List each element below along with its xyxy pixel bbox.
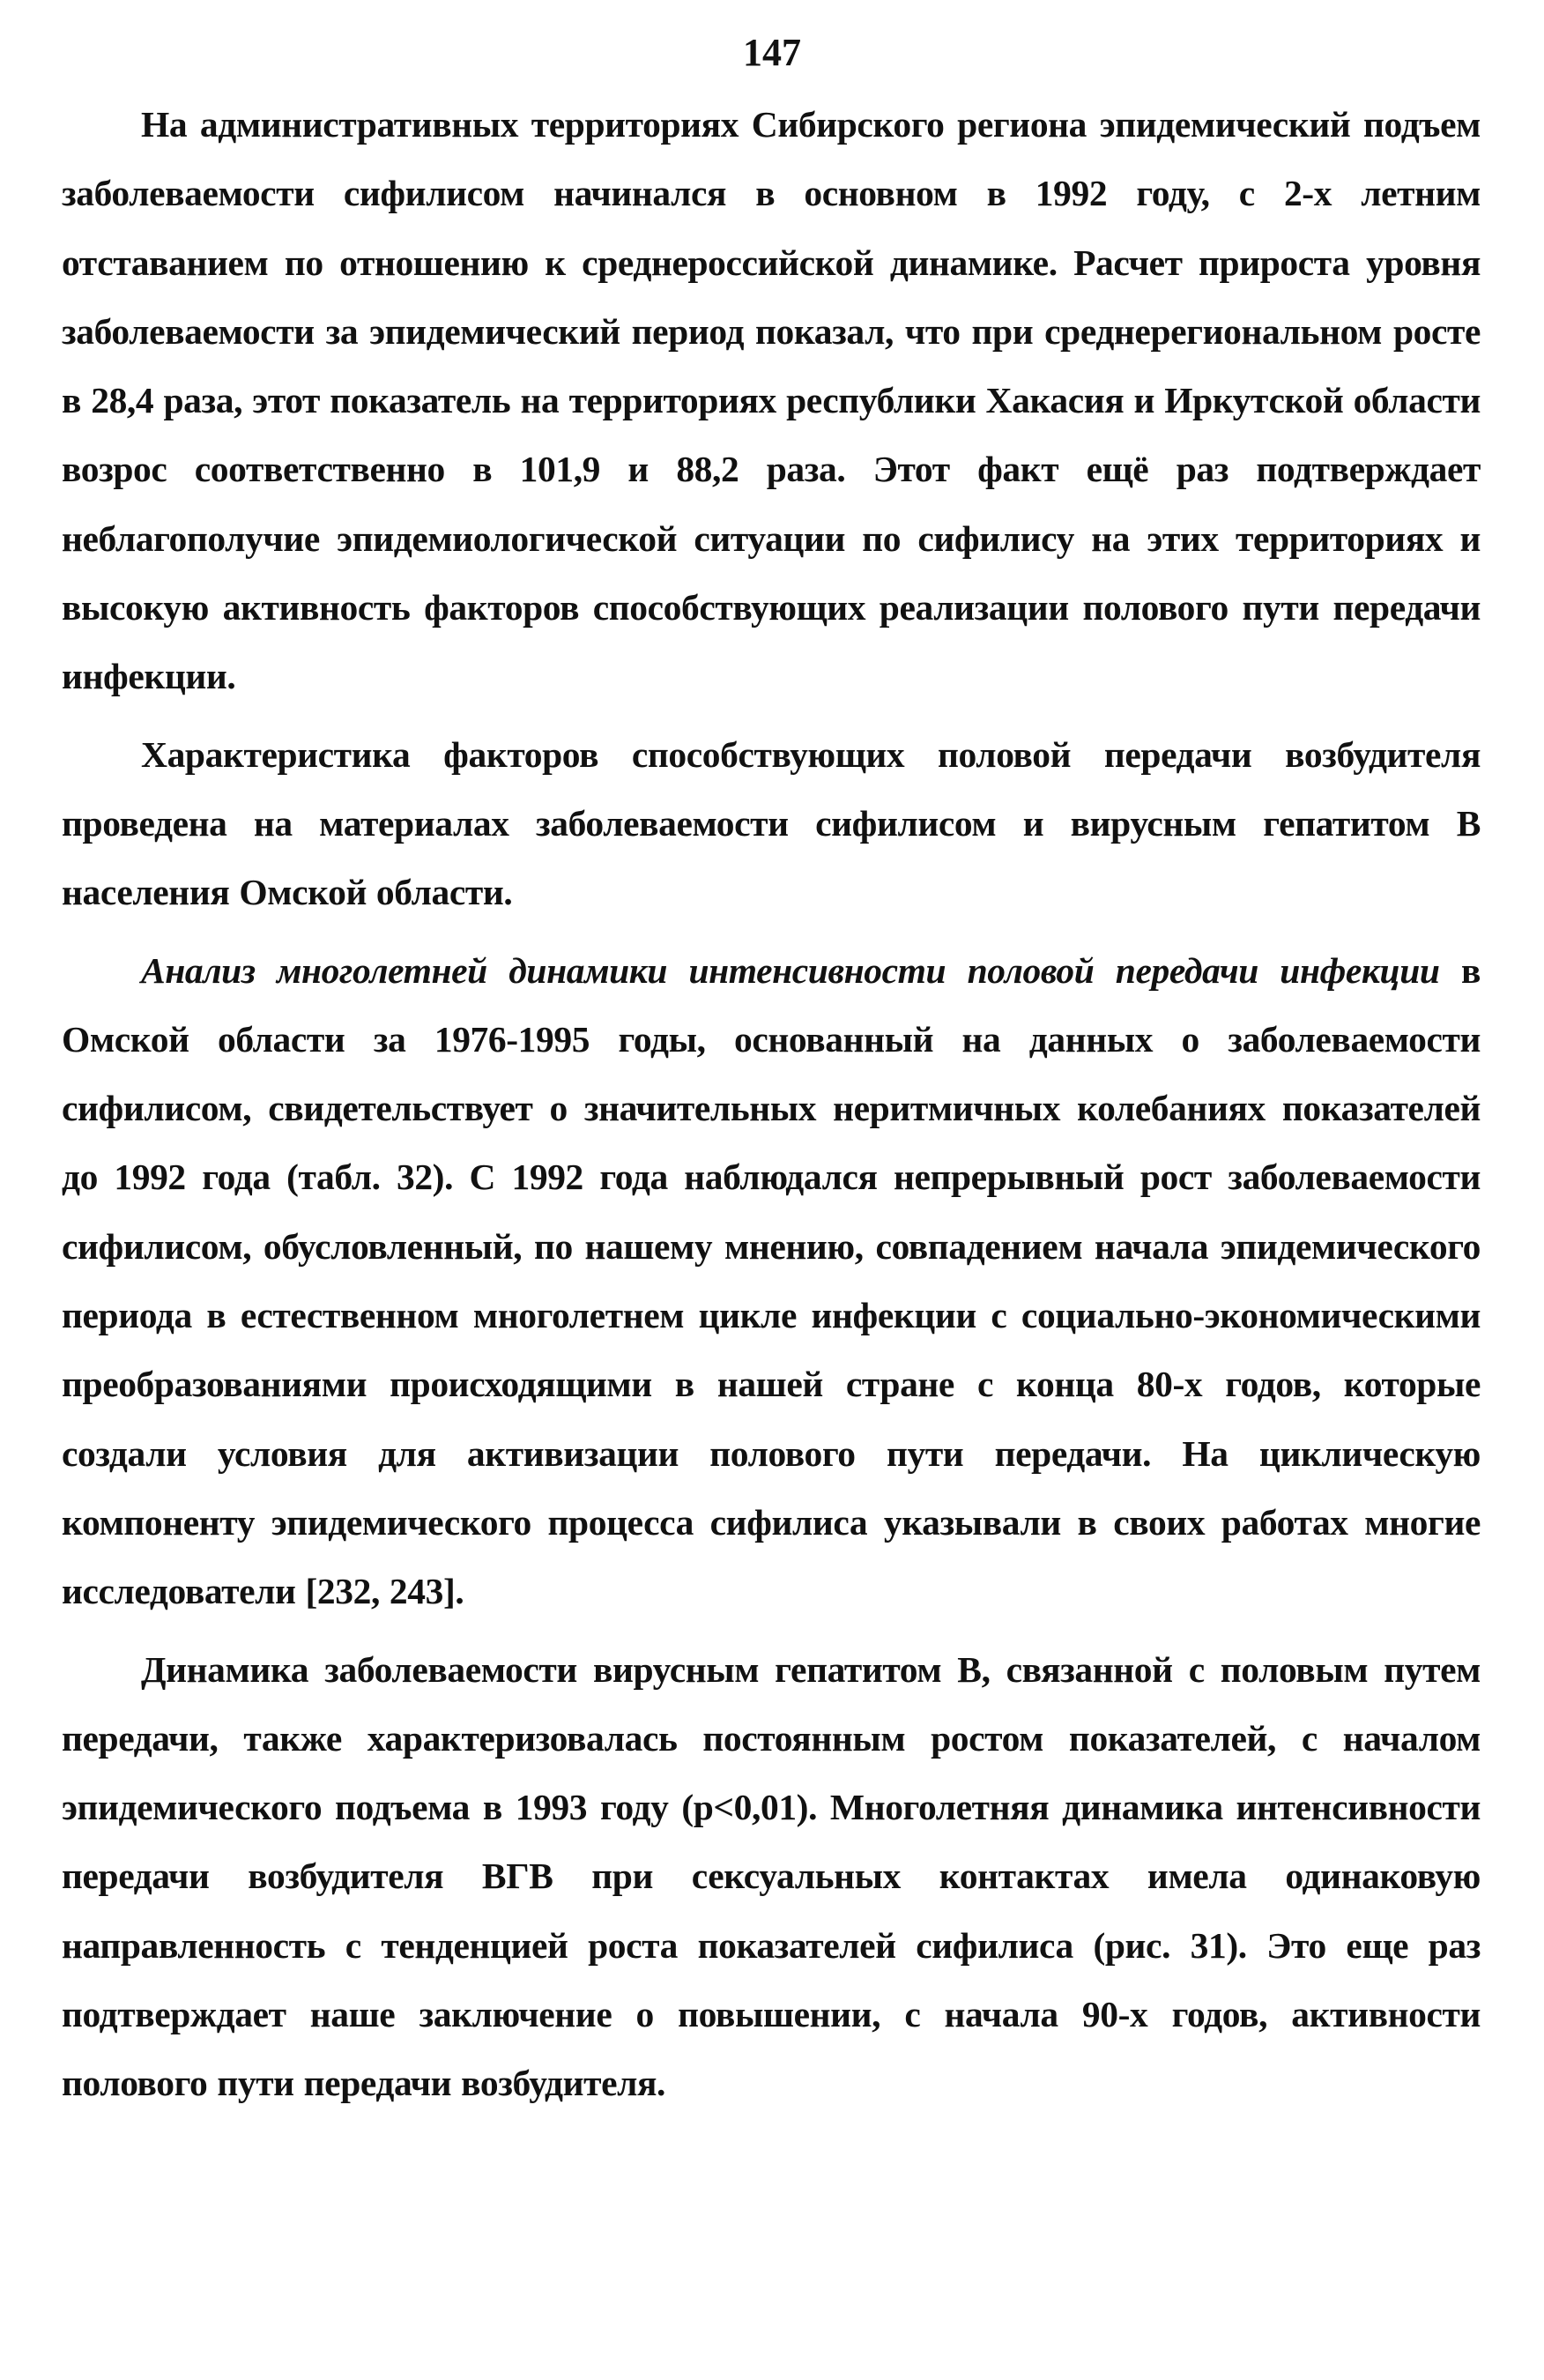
page-number: 147 xyxy=(743,31,801,74)
paragraph-3-text: в Омской области за 1976-1995 годы, основанный на данных о заболеваемости сифилисом, свидетельствует о значительных неритмичных колебаниях показателей до 1992 года (табл. 32). С 1992 года наблюдался непрерывный рост заболеваемости сифилисом, обусловленный, по нашему мнению, совпадением начала эпидемического периода в естественном многолетнем цикле инфекции с социально-экономическими преобразованиями происходящими в нашей стране с конца 80-х годов, которые создали условия для активизации полового пути передачи. На циклическую компоненту эпидемического процесса сифилиса указывали в своих работах многие исследователи [232, 243]. xyxy=(62,949,1481,1612)
paragraph-2: Характеристика факторов способствующих половой передачи возбудителя проведена на материалах заболеваемости сифилисом и вирусным гепатитом В населения Омской области. xyxy=(62,733,1481,913)
paragraph-1: На административных территориях Сибирского региона эпидемический подъем заболеваемости сифилисом начинался в основном в 1992 году, с 2-х летним отставанием по отношению к среднероссийской динамике. Расчет прироста уровня заболеваемости за эпидемический период показал, что при среднерегиональном росте в 28,4 раза, этот показатель на территориях республики Хакасия и Иркутской области возрос соответственно в 101,9 и 88,2 раза. Этот факт ещё раз подтверждает неблагополучие эпидемиологической ситуации по сифилису на этих территориях и высокую активность факторов способствующих реализации полового пути передачи инфекции. xyxy=(62,104,1481,697)
paragraph-4: Динамика заболеваемости вирусным гепатитом В, связанной с половым путем передачи, также характеризовалась постоянным ростом показателей, с началом эпидемического подъема в 1993 году (р<0,01). Многолетняя динамика интенсивности передачи возбудителя ВГВ при сексуальных контактах имела одинаковую направленность с тенденцией роста показателей сифилиса (рис. 31). Это еще раз подтверждает наше заключение о повышении, с начала 90-х годов, активности полового пути передачи возбудителя. xyxy=(62,1648,1481,2104)
paragraph-3-italic-lead: Анализ многолетней динамики интенсивности половой передачи инфекции xyxy=(141,949,1440,991)
paragraph-3 xyxy=(62,936,1481,1626)
body-text xyxy=(62,90,1481,2118)
